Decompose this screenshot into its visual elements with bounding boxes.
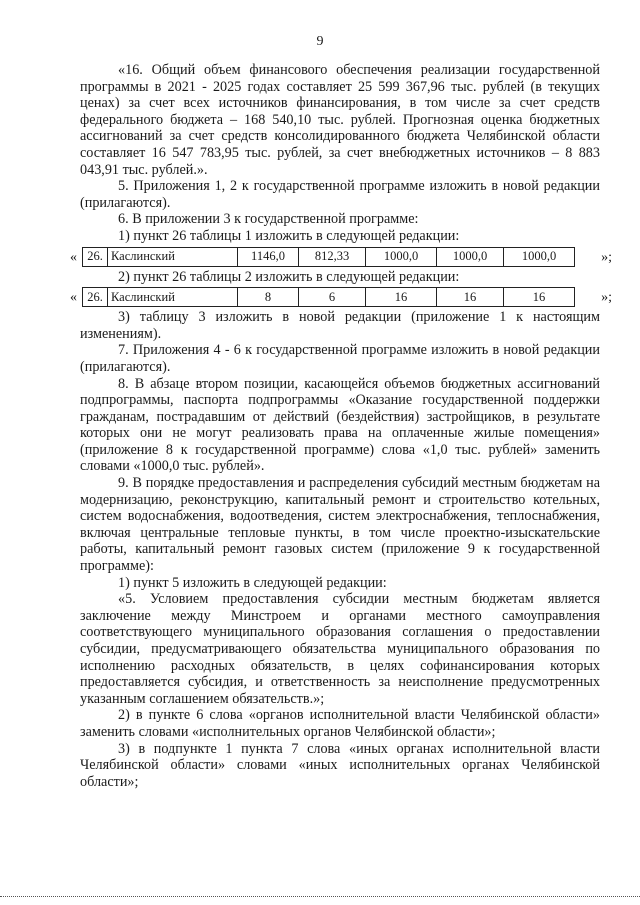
open-quote: « <box>70 290 77 306</box>
page-number: 9 <box>316 34 324 49</box>
table-cell-value: 8 <box>238 288 299 307</box>
table-2 <box>82 287 575 307</box>
table-cell-value: 1000,0 <box>366 247 437 266</box>
document-body <box>70 62 612 790</box>
paragraph-6-1: 1) пункт 26 таблицы 1 изложить в следующей редакции: <box>118 227 460 244</box>
paragraph-6: 6. В приложении 3 к государственной программе: <box>118 211 419 228</box>
table-cell-value: 16 <box>366 288 437 307</box>
paragraph-6-2: 2) пункт 26 таблицы 2 изложить в следующей редакции: <box>118 268 460 285</box>
table-cell-district: Каслинский <box>108 247 238 266</box>
paragraph-9-2: 2) в пункте 6 слова «органов исполнительной власти Челябинской области» заменить словами «исполнительных органов Челябинской области»; <box>80 707 600 740</box>
table-cell-value: 6 <box>299 288 366 307</box>
table-cell-value: 812,33 <box>299 247 366 266</box>
table-row <box>83 288 575 307</box>
close-quote: »; <box>601 290 612 306</box>
paragraph-16: «16. Общий объем финансового обеспечения реализации государственной программы в 2021 - 2025 годах составляет 25 599 367,96 тыс. рублей (в текущих ценах) за счет всех источников финансирования, в том числе за счет средств федерального бюджета – 168 540,10 тыс. рублей. Прогнозная оценка бюджетных ассигнований за счет средств консолидированного бюджета Челябинской области составляет 16 547 783,95 тыс. рублей, за счет внебюджетных источников – 8 883 043,91 тыс. рублей.». <box>80 62 600 178</box>
paragraph-7: 7. Приложения 4 - 6 к государственной программе изложить в новой редакции (прилагаются). <box>80 342 600 375</box>
table-cell-value: 1000,0 <box>504 247 575 266</box>
table-cell-number: 26. <box>83 247 108 266</box>
table-row <box>83 247 575 266</box>
paragraph-6-3: 3) таблицу 3 изложить в новой редакции (приложение 1 к настоящим изменениям). <box>80 309 600 342</box>
paragraph-9-3: 3) в подпункте 1 пункта 7 слова «иных органах исполнительной власти Челябинской области» словами «иных исполнительных органах Челябинской области»; <box>80 740 600 790</box>
table-1 <box>82 247 575 267</box>
page-bottom-divider <box>0 896 640 898</box>
table-cell-value: 1146,0 <box>238 247 299 266</box>
table-cell-number: 26. <box>83 288 108 307</box>
close-quote: »; <box>601 249 612 265</box>
paragraph-9: 9. В порядке предоставления и распределения субсидий местным бюджетам на модернизацию, реконструкцию, капитальный ремонт и строительство котельных, систем водоснабжения, водоотведения, систем электроснабжения, теплоснабжения, включая центральные тепловые пункты, в том числе проектно-изыскательские работы, капитальный ремонт газовых систем (приложение 9 к государственной программе): <box>80 475 600 575</box>
table-cell-value: 16 <box>437 288 504 307</box>
open-quote: « <box>70 249 77 265</box>
paragraph-5: 5. Приложения 1, 2 к государственной программе изложить в новой редакции (прилагаются). <box>80 178 600 211</box>
table-1-row <box>70 247 612 267</box>
table-cell-district: Каслинский <box>108 288 238 307</box>
table-cell-value: 16 <box>504 288 575 307</box>
paragraph-8: 8. В абзаце втором позиции, касающейся объемов бюджетных ассигнований подпрограммы, паспорта подпрограммы «Оказание государственной поддержки гражданам, пострадавшим от действий (бездействия) застройщиков, в результате которых они не могут реализовать права на оплаченные жилые помещения» (приложение 8 к государственной программе) слова «1,0 тыс. рублей» заменить словами «1000,0 тыс. рублей». <box>80 375 600 475</box>
table-2-row <box>70 287 612 307</box>
table-cell-value: 1000,0 <box>437 247 504 266</box>
paragraph-9-1: 1) пункт 5 изложить в следующей редакции: <box>118 574 387 591</box>
paragraph-9-quote: «5. Условием предоставления субсидии местным бюджетам является заключение между Минстроем и органами местного самоуправления соответствующего муниципального образования соглашения о предоставлении субсидии, предусматривающего обязательства муниципального образования по исполнению расходных обязательств, в целях софинансирования которых предоставляется субсидия, и ответственность за неисполнение предусмотренных указанным соглашением обязательств.»; <box>80 591 600 707</box>
